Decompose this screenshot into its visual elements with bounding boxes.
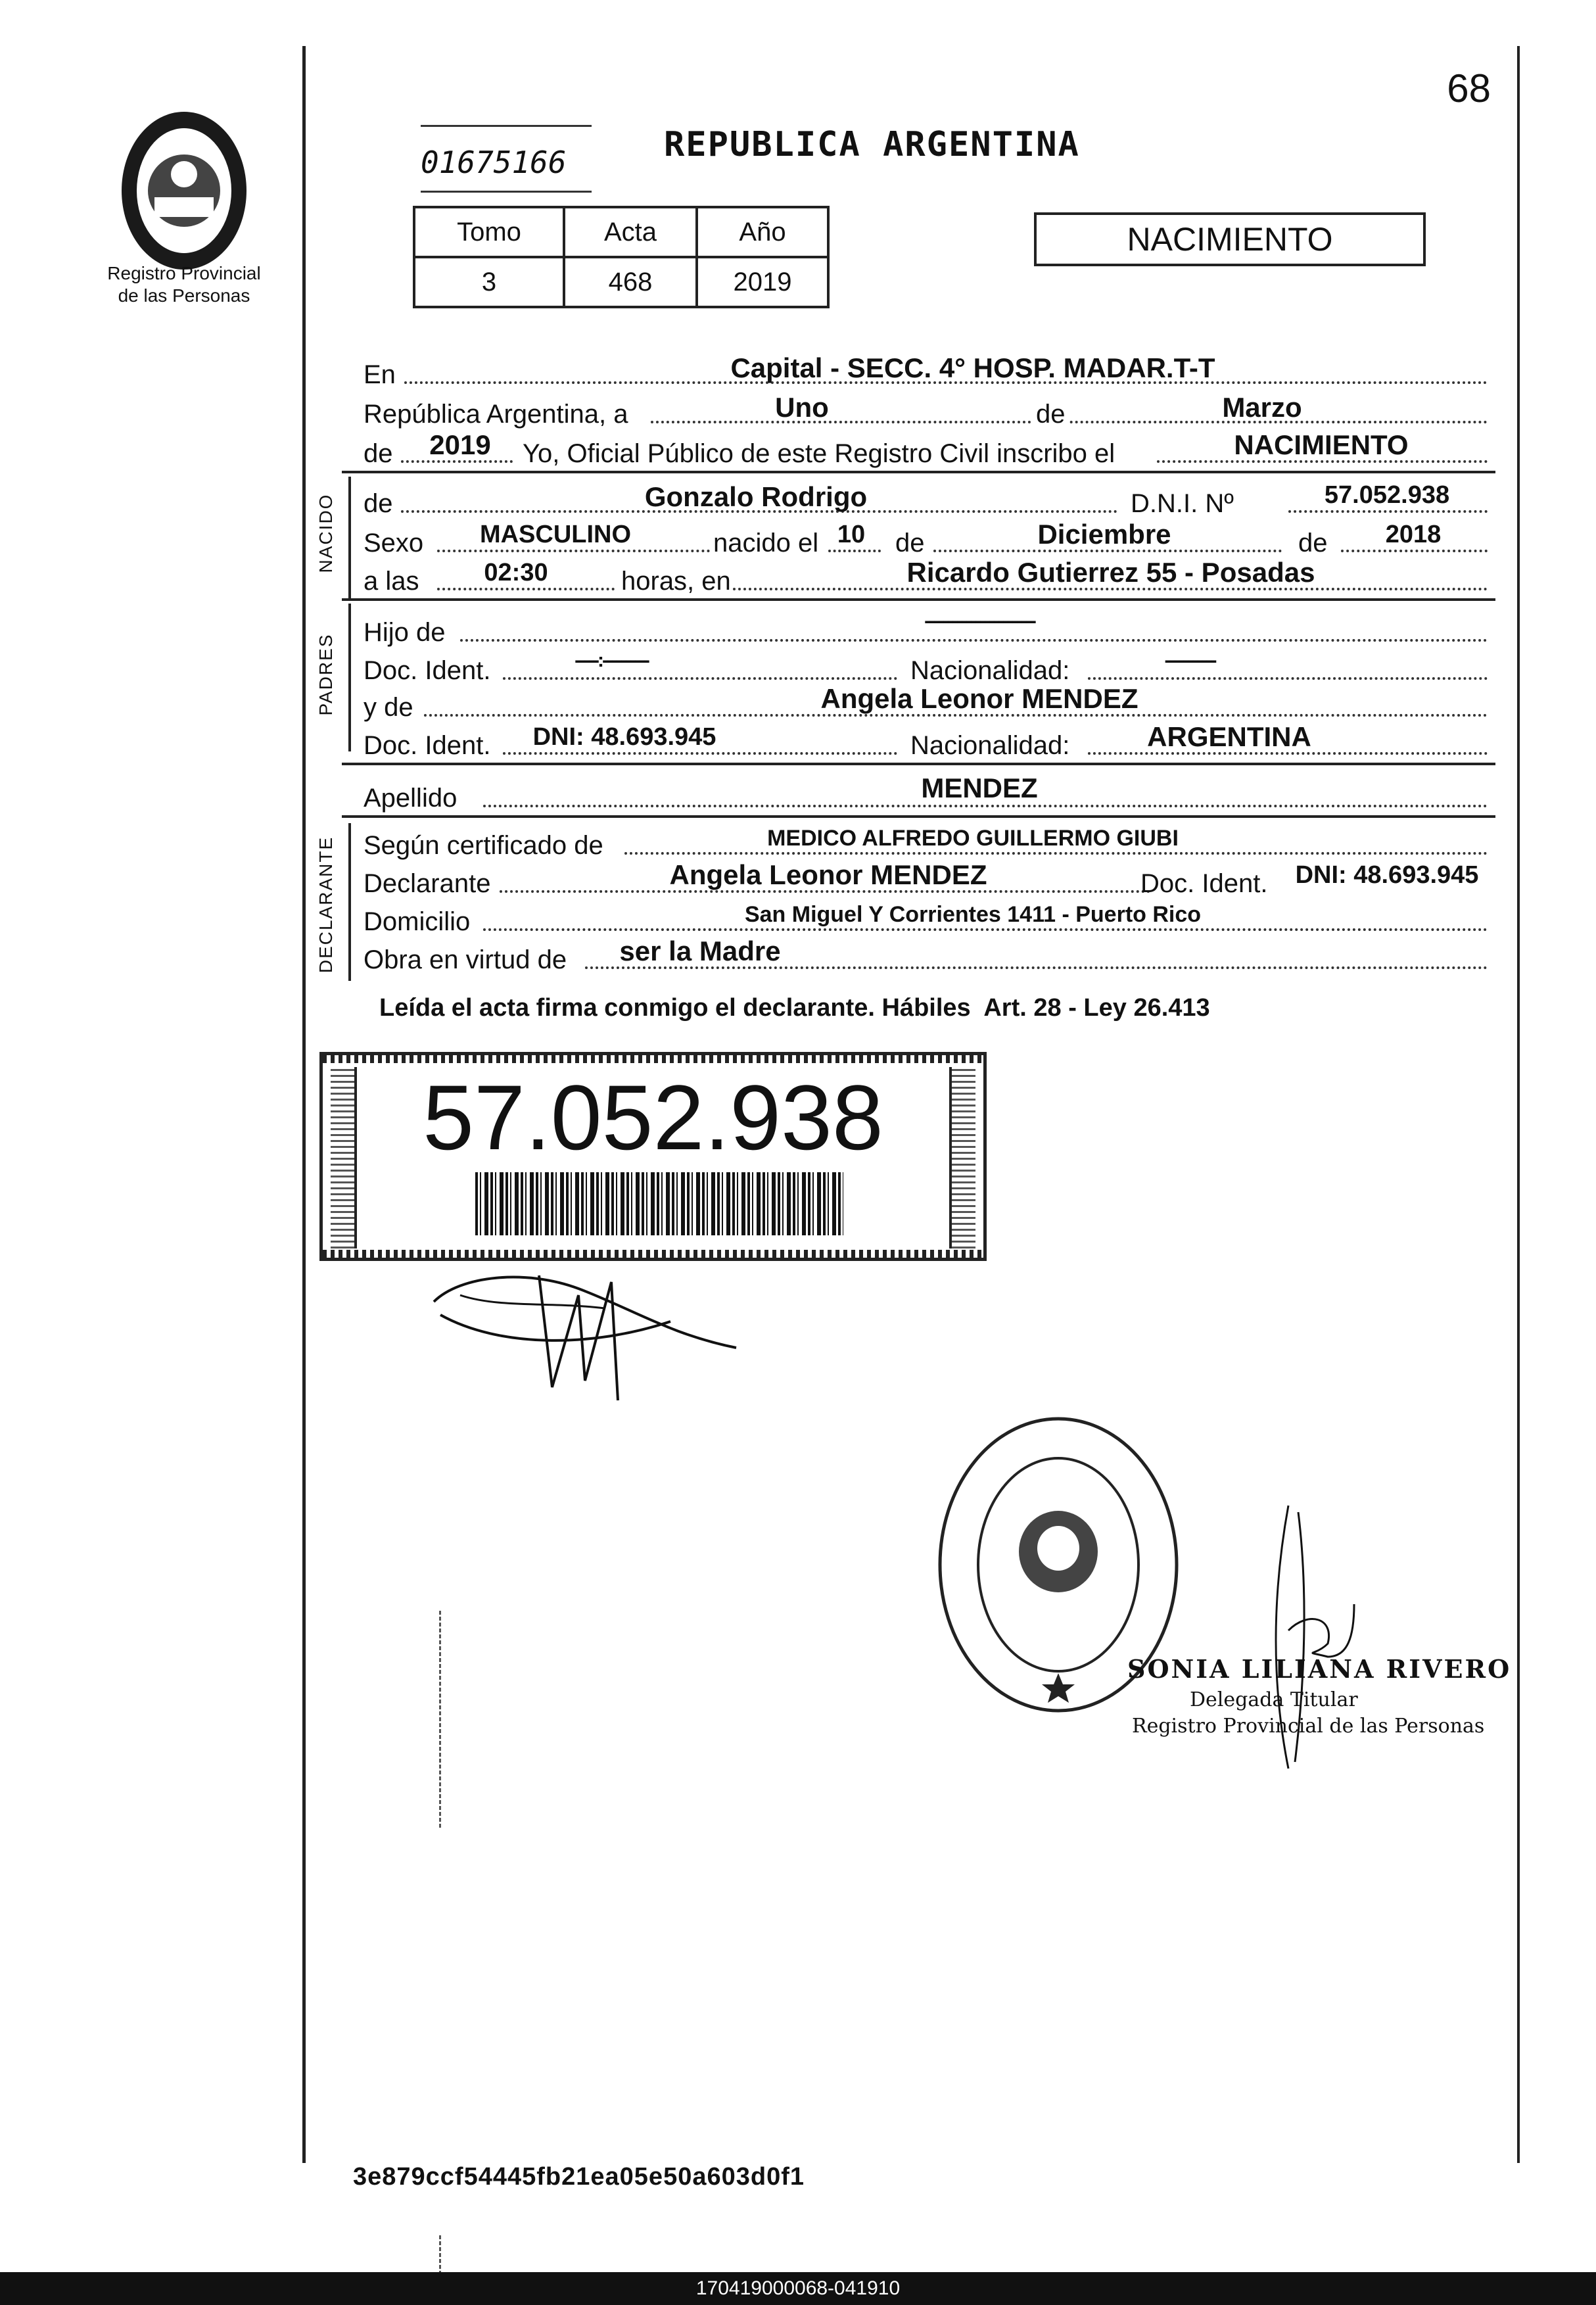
hora-dots — [437, 588, 615, 590]
margin-mark-2 — [439, 2235, 443, 2275]
table-header-tomo: Tomo — [414, 207, 564, 257]
doc1-dots — [503, 677, 897, 680]
page-number: 68 — [1447, 66, 1491, 110]
obra-value: ser la Madre — [619, 936, 781, 966]
nacido-de-label-2: de — [895, 529, 925, 558]
declarante-side-label: DECLARANTE — [316, 836, 336, 974]
official-org: Registro Provincial de las Personas — [1132, 1715, 1485, 1738]
nacido-anio-value: 2018 — [1385, 521, 1442, 548]
serial-number — [421, 125, 592, 191]
declarante-doc-label: Doc. Ident. — [1140, 869, 1268, 898]
nacido-dni-label: D.N.I. Nº — [1131, 489, 1234, 518]
footer-bar — [0, 2272, 1596, 2305]
intro-dia-value: Uno — [775, 392, 829, 423]
nacido-nombre-value: Gonzalo Rodrigo — [644, 481, 868, 512]
seal-icon — [108, 105, 260, 276]
hijo-dots — [460, 639, 1488, 642]
hijo-value: ------------------------ — [924, 610, 1035, 632]
table-value-acta: 468 — [564, 257, 697, 307]
nacido-el-label: nacido el — [713, 529, 819, 558]
doc1-value: -----:---------- — [575, 650, 648, 671]
intro-mes-value: Marzo — [1222, 392, 1302, 423]
dni-sticker — [319, 1052, 987, 1261]
doc2-dots — [503, 752, 897, 755]
apellido-dots — [483, 805, 1488, 807]
nacido-dia-value: 10 — [837, 521, 866, 548]
table-value-anio: 2019 — [697, 257, 828, 307]
madre-value: Angela Leonor MENDEZ — [820, 683, 1138, 714]
nacido-bracket — [348, 477, 351, 598]
alas-label: a las — [364, 567, 419, 596]
en-value: Capital - SECC. 4° HOSP. MADAR.T-T — [730, 352, 1215, 383]
dni-sticker-number: 57.052.938 — [423, 1066, 883, 1169]
document-type-text: NACIMIENTO — [1127, 221, 1333, 258]
certificado-value: MEDICO ALFREDO GUILLERMO GIUBI — [767, 826, 1179, 851]
apellido-value: MENDEZ — [921, 772, 1038, 803]
margin-mark-1 — [439, 1611, 443, 1828]
divider-3 — [342, 763, 1495, 765]
doc-ident-label-2: Doc. Ident. — [364, 731, 491, 760]
intro-yo-text: Yo, Oficial Público de este Registro Civil inscribo el — [523, 439, 1115, 468]
lugar-value: Ricardo Gutierrez 55 - Posadas — [906, 557, 1315, 588]
official-title: Delegada Titular — [1190, 1688, 1358, 1711]
lugar-dots — [733, 588, 1488, 590]
doc2-value: DNI: 48.693.945 — [532, 723, 716, 751]
nacido-anio-dots — [1341, 550, 1488, 552]
sexo-value: MASCULINO — [479, 521, 632, 548]
obra-label: Obra en virtud de — [364, 945, 567, 974]
horas-en-label: horas, en — [621, 567, 731, 596]
nacido-dni-dots — [1288, 510, 1488, 513]
logo-text-2: de las Personas — [118, 285, 250, 306]
padres-bracket — [348, 604, 351, 751]
nac1-value: ----------- — [1164, 650, 1215, 671]
nacido-de-label-3: de — [1298, 529, 1328, 558]
declarante-signature — [421, 1256, 763, 1414]
y-de-label: y de — [364, 693, 413, 722]
padres-side-label: PADRES — [316, 633, 336, 716]
barcode-icon — [475, 1172, 843, 1235]
nacido-mes-value: Diciembre — [1037, 519, 1171, 550]
logo-text-1: Registro Provincial — [107, 263, 261, 283]
declarante-bracket — [348, 823, 351, 981]
divider-4 — [342, 815, 1495, 818]
nac2-dots — [1088, 752, 1488, 755]
apellido-label: Apellido — [364, 784, 458, 813]
intro-de-label: de — [1032, 398, 1069, 430]
certificado-label: Según certificado de — [364, 831, 603, 860]
nacionalidad-label-1: Nacionalidad: — [910, 656, 1070, 685]
intro-de2-label: de — [364, 439, 393, 468]
intro-anio-value: 2019 — [429, 429, 491, 460]
document-title: REPUBLICA ARGENTINA — [664, 125, 1080, 164]
doc-ident-label-1: Doc. Ident. — [364, 656, 491, 685]
declarante-dots — [500, 890, 1150, 893]
en-label: En — [364, 360, 396, 389]
document-type-box — [1034, 212, 1426, 266]
left-margin-line — [302, 46, 306, 2163]
official-name: SONIA LILIANA RIVERO — [1127, 1654, 1512, 1684]
intro-acto-value: NACIMIENTO — [1234, 429, 1409, 460]
divider-1 — [342, 471, 1495, 473]
intro-anio-dots — [401, 460, 513, 463]
closing-statement: Leída el acta firma conmigo el declarante. Hábiles Art. 28 - Ley 26.413 — [379, 994, 1210, 1022]
nacido-dni-value: 57.052.938 — [1324, 481, 1450, 509]
tomo-acta-table — [413, 206, 830, 308]
table-header-acta: Acta — [564, 207, 697, 257]
province-logo — [108, 105, 260, 276]
nacido-dia-dots — [828, 550, 881, 552]
table-value-tomo: 3 — [414, 257, 564, 307]
nac2-value: ARGENTINA — [1147, 721, 1311, 752]
nacido-side-label: NACIDO — [316, 493, 336, 573]
footer-code: 170419000068-041910 — [695, 2277, 901, 2299]
domicilio-value: San Miguel Y Corrientes 1411 - Puerto Rico — [744, 902, 1202, 927]
divider-2 — [342, 598, 1495, 601]
nacionalidad-label-2: Nacionalidad: — [910, 731, 1070, 760]
table-header-anio: Año — [697, 207, 828, 257]
madre-dots — [424, 714, 1488, 717]
sexo-dots — [437, 550, 710, 552]
hijo-label: Hijo de — [364, 618, 446, 647]
declarante-value: Angela Leonor MENDEZ — [669, 859, 987, 890]
document-hash: 3e879ccf54445fb21ea05e50a603d0f1 — [353, 2163, 805, 2191]
hora-value: 02:30 — [484, 559, 548, 586]
nacido-de-label: de — [364, 489, 393, 518]
nac1-dots — [1088, 677, 1488, 680]
republica-label: República Argentina, a — [364, 400, 628, 429]
obra-dots — [585, 966, 1488, 969]
declarante-label: Declarante — [364, 869, 491, 898]
right-margin-line — [1517, 46, 1520, 2163]
serial-number-text: 01675166 — [421, 145, 567, 180]
declarante-doc-value: DNI: 48.693.945 — [1295, 861, 1479, 889]
sexo-label: Sexo — [364, 529, 424, 558]
nacido-mes-dots — [933, 550, 1282, 552]
domicilio-label: Domicilio — [364, 907, 471, 936]
intro-acto-dots — [1157, 460, 1488, 463]
